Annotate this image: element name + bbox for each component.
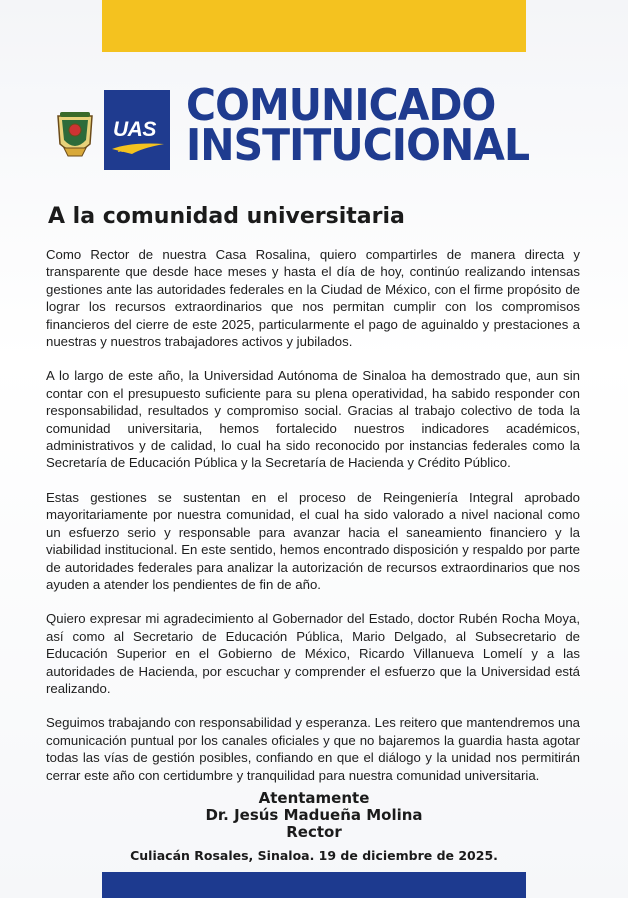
paragraph-4: Quiero expresar mi agradecimiento al Gobernador del Estado, doctor Rubén Rocha Moya, así como al Secretario de Educación Pública, Mario Delgado, al Subsecretario de Educación Superior en el Gobierno de México, Ricardo Villanueva Lomelí y a las autoridades de Hacienda, por escuchar y comprender el esfuerzo que la Universidad está realizando.: [46, 611, 580, 696]
paragraph-1: Como Rector de nuestra Casa Rosalina, quiero compartirles de manera directa y transparente que desde hace meses y hasta el día de hoy, continúo realizando intensas gestiones ante las autoridades federales en la Ciudad de México, con el firme propósito de lograr los recursos extraordinarios que nos permitan cumplir con los compromisos financieros del cierre de este 2025, particularmente el pago de aguinaldo y prestaciones a nuestras y nuestros trabajadores activos y jubilados.: [46, 247, 580, 350]
letter-body: [46, 246, 580, 801]
signer-name: Dr. Jesús Madueña Molina: [205, 806, 423, 824]
university-crest-icon: [54, 110, 96, 160]
uas-logo-year: 2025: [118, 148, 130, 154]
paragraph-2: A lo largo de este año, la Universidad Autónoma de Sinaloa ha demostrado que, aun sin contar con el presupuesto suficiente para su plena operatividad, ha sabido responder con responsabilidad, resultados y compromiso social. Gracias al trabajo colectivo de toda la comunidad universitaria, hemos fortalecido nuestros indicadores académicos, administrativos y de calidad, lo cual ha sido reconocido por instancias federales como la Secretaría de Educación Pública y la Secretaría de Hacienda y Crédito Público.: [46, 368, 580, 471]
title-line-1: COMUNICADO: [186, 80, 496, 131]
paragraph-5: Seguimos trabajando con responsabilidad y esperanza. Les reitero que mantendremos una comunicación puntual por los canales oficiales y que no bajaremos la guardia hasta agotar todas las vías de gestión posibles, confiando en que el diálogo y la unidad nos permitirán cerrar este año con certidumbre y tranquilidad para nuestra comunidad universitaria.: [46, 715, 580, 783]
top-yellow-bar: [102, 0, 526, 52]
header: [52, 80, 592, 172]
heading: A la comunidad universitaria: [48, 204, 405, 229]
title-line-2: INSTITUCIONAL: [186, 120, 530, 171]
signature-block: [0, 790, 628, 841]
page-title: [186, 80, 555, 171]
bottom-blue-bar: [102, 872, 526, 898]
paragraph-3: Estas gestiones se sustentan en el proceso de Reingeniería Integral aprobado mayoritariamente por nuestra comunidad, el cual ha sido valorado a nivel nacional como un esfuerzo serio y responsable para avanzar hacia el saneamiento financiero y la viabilidad institucional. En este sentido, hemos encontrado disposición y respaldo por parte de autoridades federales para analizar la autorización de recursos extraordinarios que nos ayuden a atender los pendientes de fin de año.: [46, 489, 580, 592]
uas-logo: [104, 90, 170, 170]
place-date: Culiacán Rosales, Sinaloa. 19 de diciembre de 2025.: [130, 848, 498, 863]
closing: Atentamente: [258, 789, 370, 807]
uas-logo-text: UAS: [113, 118, 156, 141]
signer-role: Rector: [286, 823, 342, 841]
